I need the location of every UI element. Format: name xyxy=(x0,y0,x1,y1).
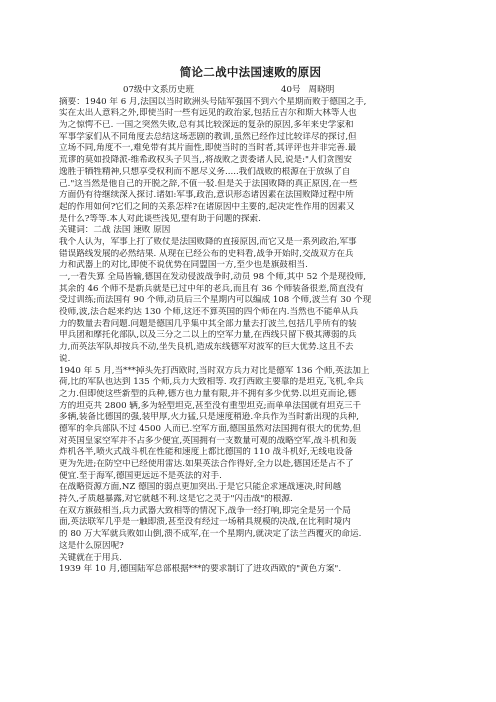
text-line: 关键就在于用兵. xyxy=(59,552,122,563)
text-line: 军事学家们从不同角度去总结这场悲剧的教训,虽然已经作过比较详尽的探讨,但 xyxy=(59,131,357,142)
text-line: 方面仍有待继续深入探讨.诸如:军事,政治,意识形态诸因素在法国败降过程中所 xyxy=(59,190,354,201)
text-line: 1939 年 10 月,德国陆军总部根据***的要求制订了进攻西欧的"黄色方案". xyxy=(59,564,342,575)
text-line: 逸胜于牺牲精神,只想享受权利而不愿尽义务.....我们战败的根源在于放纵了自 xyxy=(59,166,351,177)
author-id xyxy=(281,85,334,97)
text-line: 对英国皇家空军并不占多少便宜,英国拥有一支数量可观的战略空军,战斗机和轰 xyxy=(59,435,357,446)
text-line: 多辆,装备比德国的强,装甲厚,火力猛,只是速度稍逊.伞兵作为当时新出现的兵种, xyxy=(59,412,359,423)
text-line: 实在太出人意料之外,即使当时一些有远见的政治家,包括丘吉尔和斯大林等人也 xyxy=(59,108,357,119)
text-line: 在战略资源方面,NZ 德国的弱点更加突出.于是它只能企求速战速决,时间越 xyxy=(59,482,342,493)
text-line: 己."这当然是他自己的开脱之辞,不值一驳.但是关于法国败降的真正原因,在一些 xyxy=(59,178,358,189)
author-class: 07级中文系历史班 xyxy=(123,85,195,95)
text-line: 我个人认为，军事上打了败仗是法国败降的直接原因,而它又是一系列政治,军事 xyxy=(59,236,357,247)
document-title: 简论二战中法国速败的原因 xyxy=(179,65,322,79)
text-line: 在双方旗鼓相当,兵力武器大致相等的情况下,战争一经打响,即完全是另一个局 xyxy=(59,505,351,516)
text-line: 其余的 46 个师不是新兵就是已过中年的老兵,而且有 36 个师装备很差,简直没有 xyxy=(59,283,364,294)
text-line: 力和武器上的对比,即使不说优势在同盟国一方,至少也是旗鼓相当. xyxy=(59,260,308,271)
text-line: 力,而英法军队却按兵不动,坐失良机,造成东线德军对波军的巨大优势.这且不去 xyxy=(59,342,354,353)
author-number: 40号 xyxy=(281,85,301,95)
text-line: 说. xyxy=(59,353,71,364)
text-line: 方的坦克共 2800 辆,多为轻型坦克,甚至没有重型坦克;而单单法国就有坦克三千 xyxy=(59,400,362,411)
text-line: 更为先进;在防空中已经使用雷达.如果英法合作得好,全力以赴,德国还是占不了 xyxy=(59,459,354,469)
text-line: 关键词：二战 法国 速败 原因 xyxy=(59,225,171,236)
text-line: 1940 年 5 月,当***掉头先打西欧时,当时双方兵力对比是德军 136 个师,英法加上 xyxy=(59,365,370,376)
text-line: 荷,比的军队也达到 135 个师,兵力大致相等. 攻打西欧主要靠的是坦克,飞机,伞兵 xyxy=(59,377,364,388)
text-line: 立场不同,角度不一,难免带有其片面性,即使当时的当时者,其评评也并非完善.最 xyxy=(59,143,357,154)
text-line: 荒谬的莫如投降派-维希政权头子贝当,,将战败之责委诸人民,说是:"人们贪图安 xyxy=(59,155,352,166)
text-line: 的 80 万大军就兵败如山倒,溃不成军,在一个星期内,就决定了法兰西覆灭的命运. xyxy=(59,529,362,540)
text-line: 为之惊愕不已. 一国之突然失败,总有其比较深远的复杂的原因,多年来史学家和 xyxy=(59,120,354,131)
text-line: 炸机各半,喷火式战斗机在性能和速度上都比德国的 110 战斗机好,无线电设备 xyxy=(59,447,353,458)
text-line: 一,一看失算 全局皆输,德国在发动侵波战争时,动员 98 个师,其中 52 个是现役师, xyxy=(59,272,367,282)
text-line: 错误路线发展的必然结果. 从现在已经公布的史料看,战争开始时,交战双方在兵 xyxy=(59,248,354,259)
text-line: 持久,孑质越暴露,对它就越不利.这是它之灵于"闪击战"的根源. xyxy=(59,494,293,505)
text-line: 面,英法联军几乎是一触即溃,甚至没有经过一场稍具规模的决战,在比利时境内 xyxy=(59,517,351,528)
document-body xyxy=(59,97,442,576)
text-line: 便宜.至于海军,德国更远远不是英法的对手. xyxy=(59,470,222,481)
text-line: 德军的伞兵部队不过 4500 人而已.空军方面,德国虽然对法国拥有很大的优势,但 xyxy=(59,423,361,434)
text-line: 受过训练;而法国有 90 个师,动员后三个星期内可以编成 108 个师,波兰有 30 个现 xyxy=(59,295,372,306)
author-line xyxy=(59,85,442,97)
text-line: 是什么?等等.本人对此谈些浅见,望有助于问题的探索. xyxy=(59,213,261,224)
text-line: 摘要：1940 年 6 月,法国以当时欧洲头号陆军强国不到六个星期而败于德国之手, xyxy=(59,96,367,107)
text-line: 力的数量去看问题.问题是德国几乎集中其全部力量去打波兰,包括几乎所有的装 xyxy=(59,318,357,329)
text-line: 这是什么原因呢? xyxy=(59,540,124,551)
author-name: 周晓明 xyxy=(308,85,335,95)
text-line: 之力.但即使这些新型的兵种,德方也力量有限,并不拥有多少优势.以坦克而论,德 xyxy=(59,388,357,399)
text-line: 起的作用如何?它们之间的关系怎样?在诸原因中主要的,起决定性作用的因素又 xyxy=(59,201,355,212)
text-line: 甲兵团和摩托化部队,以及三分之二以上的空军力量,在西线只留下极其薄弱的兵 xyxy=(59,330,357,341)
text-line: 役师,波,法合起来约达 130 个师,这还不算英国的四个师在内.当然也不能单从兵 xyxy=(59,307,359,318)
